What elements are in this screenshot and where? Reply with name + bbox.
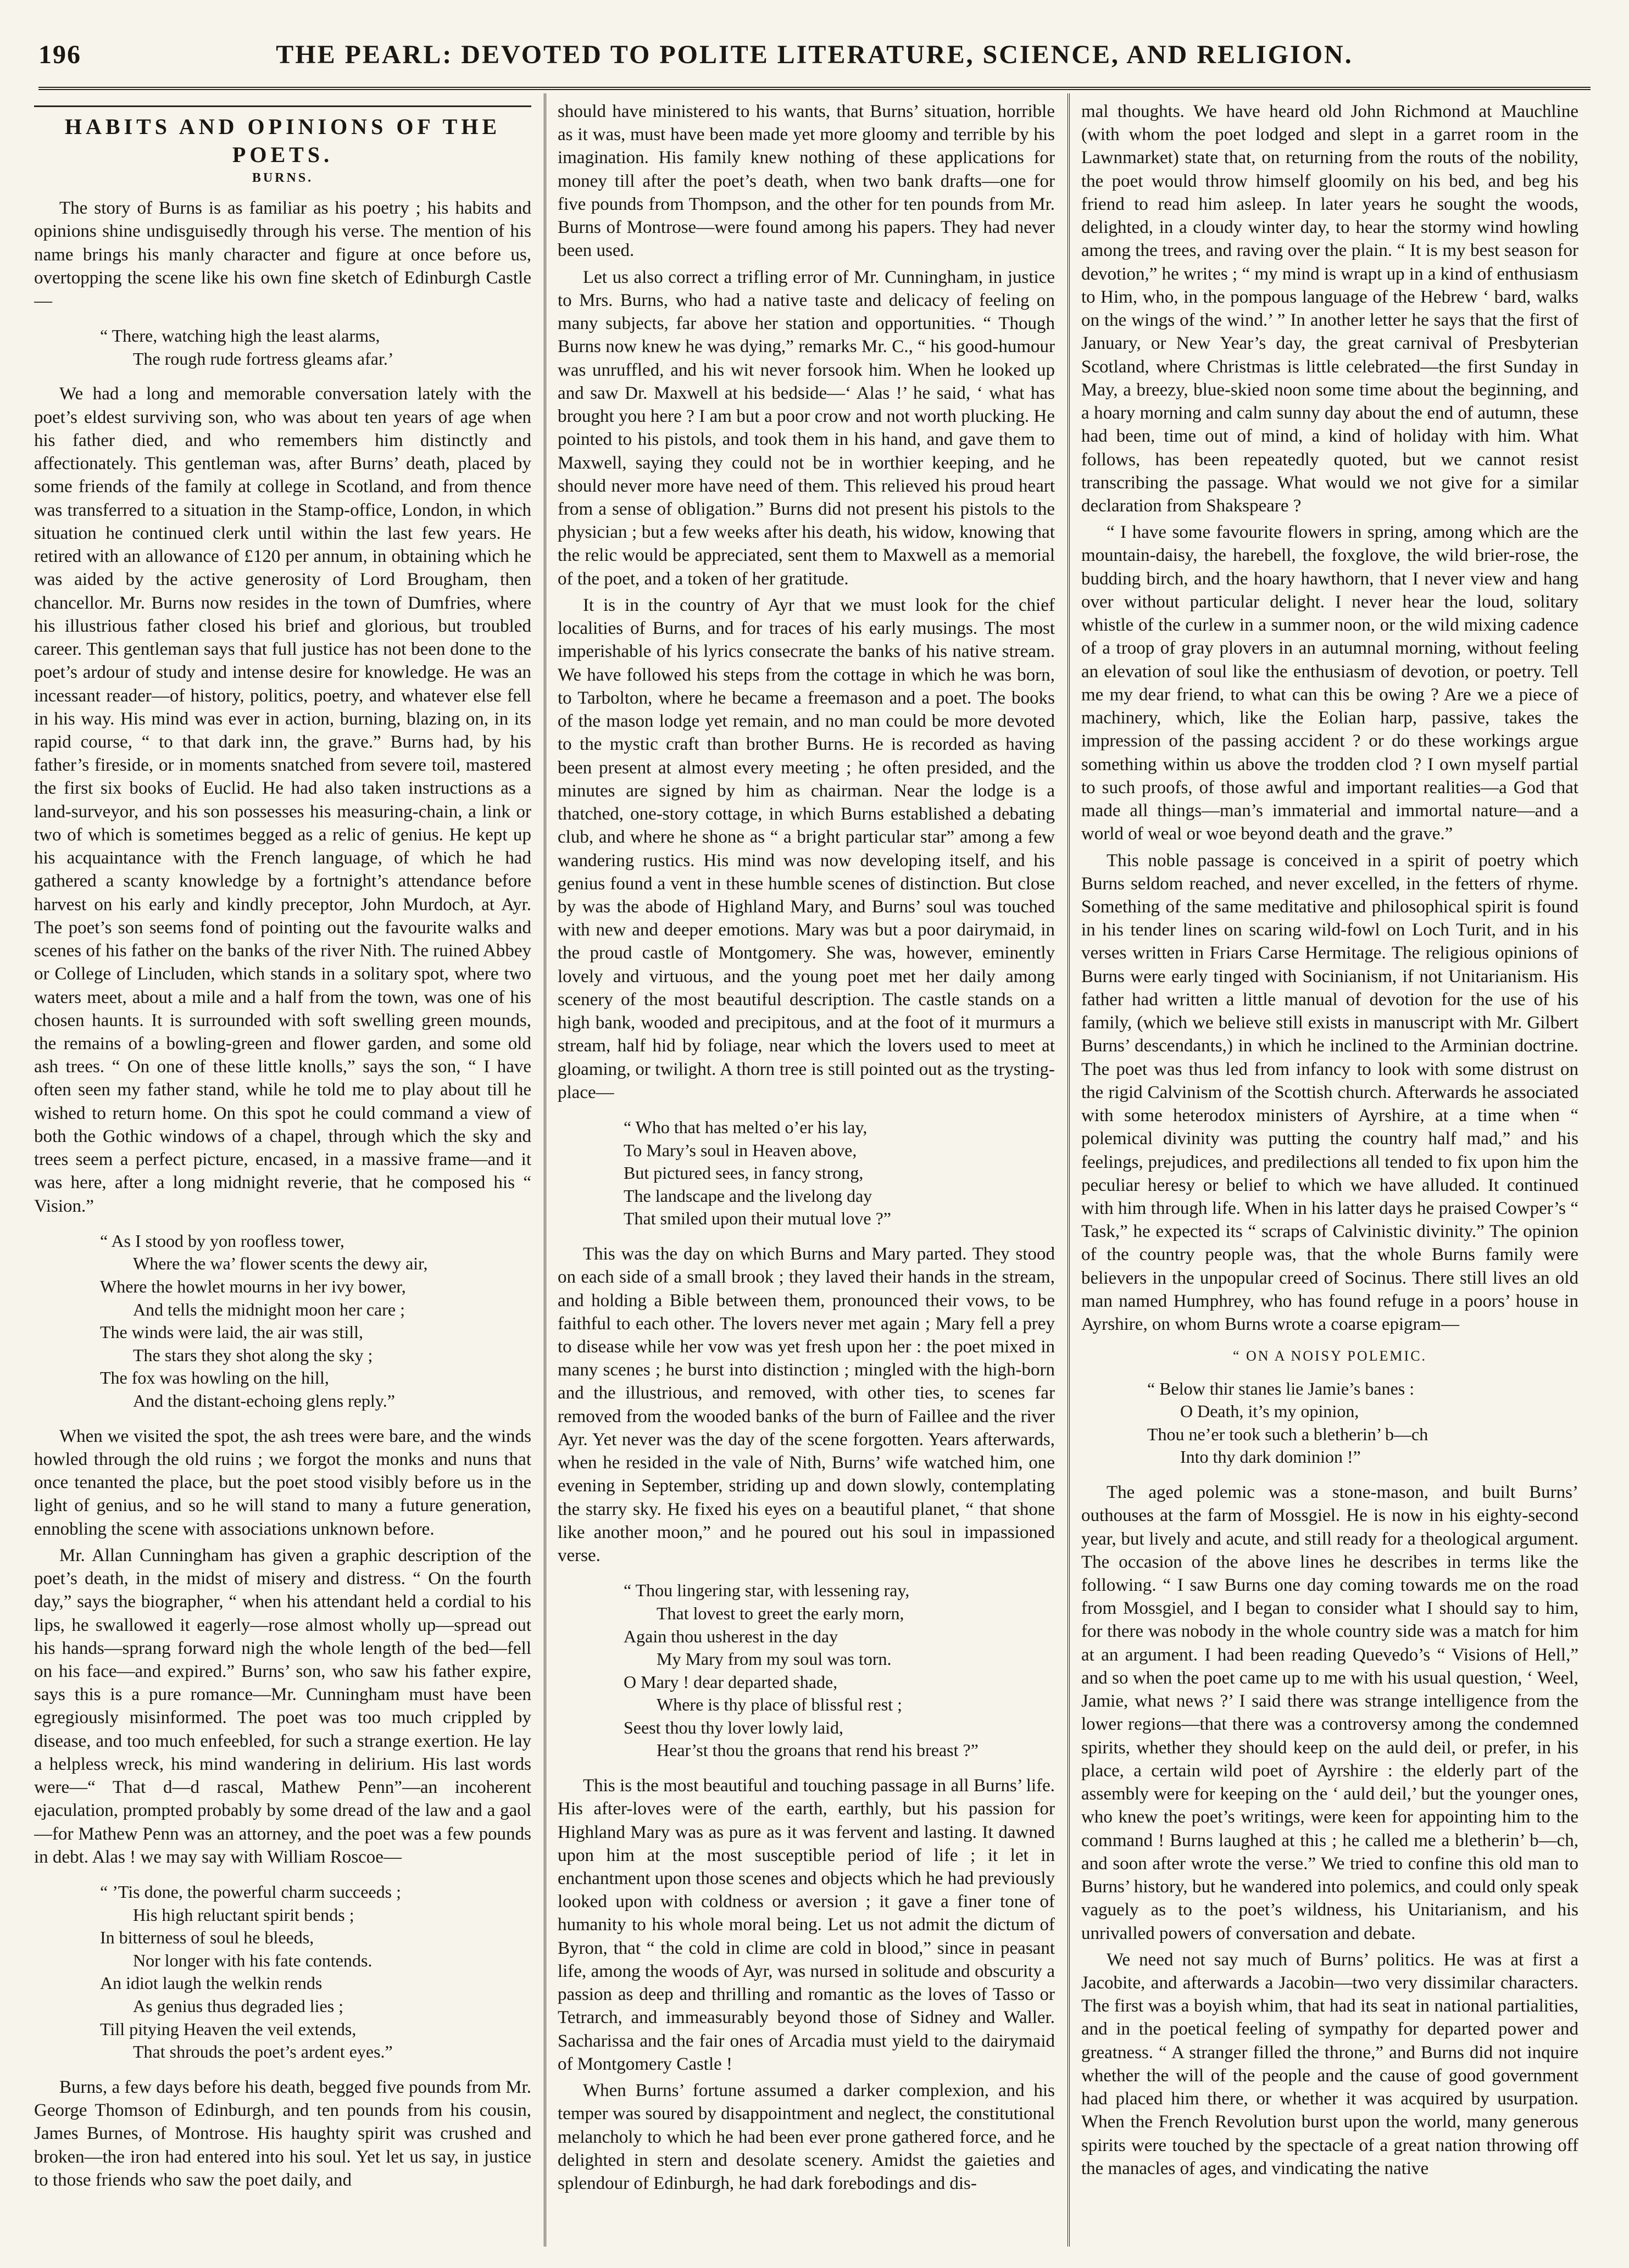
verse-line: “ As I stood by yon roofless tower, xyxy=(100,1230,344,1251)
verse-line: “ There, watching high the least alarms, xyxy=(100,326,380,346)
verse-line: And tells the midnight moon her care ; xyxy=(133,1299,405,1319)
paragraph: mal thoughts. We have heard old John Richmond at Mauchline (with whom the poet lodged and slept in a garret room in the Lawnmarket) state that, on returning from the routs of the nobility, the poet would throw himself gloomily on his bed, and beg his friend to read him asleep. In later years he sought the woods, delighted, in a cloudy winter day, to hear the stormy wind howling among the trees, and raving over the plain. “ It is my best season for devotion,” he writes ; “ my mind is wrapt up in a kind of enthusiasm to Him, who, in the pompous language of the Hebrew ‘ bard, walks on the wings of the wind.’ ” In another letter he says that the first of January, or New Year’s day, the great carnival of Presbyterian Scotland, where Christmas is little celebrated—the first Sunday in May, a breezy, blue-skied noon some time about the beginning, and a hoary morning and calm sunny day about the end of autumn, these had been, time out of mind, a kind of holiday with him. What follows, has been repeatedly quoted, but we cannot resist transcribing the passage. What would we not give for a similar declaration from Shakspeare ? xyxy=(1081,102,1578,516)
verse-line: That smiled upon their mutual love ?” xyxy=(624,1208,891,1229)
verse-line: Till pitying Heaven the veil extends, xyxy=(100,2019,357,2039)
article-title: HABITS AND OPINIONS OF THE POETS. xyxy=(34,105,531,169)
paragraph: This noble passage is conceived in a spirit of poetry which Burns seldom reached, and never excelled, in the fetters of rhyme. Something of the same meditative and philosophical spirit is found in his tender lines on scaring wild-fowl on Loch Turit, and in his verses written in Friars Carse Hermitage. The religious opinions of Burns were early tinged with Socinianism, if not Unitarianism. His father had written a little manual of devotion for the use of his family, (which we believe still exists in manuscript with Mr. Gilbert Burns’ descendants,) in which he inclined to the Arminian doctrine. The poet was thus led from infancy to look with some distrust on the rigid Calvinism of the Scottish church. Afterwards he associated with some heterodox ministers of Ayrshire, at a time when “ polemical divinity was putting the country half mad,” and his feelings, prejudices, and predilections all tended to fix upon him the peculiar heresy or belief to which we have alluded. It continued with him through life. When in his latter days he praised Cowper’s “ Task,” he expected its “ scraps of Calvinistic divinity.” The opinion of the country people was, that the whole Burns family were believers in the unpopular creed of Socinus. There still lives an old man named Humphrey, who has found refuge in a poors’ house in Ayrshire, on whom Burns wrote a coarse epigram— xyxy=(1081,850,1578,1335)
paragraph: This is the most beautiful and touching passage in all Burns’ life. His after-loves were of the earth, earthly, but his passion for Highland Mary was as pure as it was fervent and lasting. It dawned upon him at the most susceptible period of life ; it let in enchantment upon those scenes and objects which he had previously looked upon with coldness or aversion ; it gave a finer tone of humanity to his whole moral being. Let us not admit the dictum of Byron, that “ the cold in clime are cold in blood,” since in peasant life, among the woods of Ayr, was nursed in solitude and obscurity a passion as deep and thrilling and romantic as the loves of Tasso or Tetrarch, and immeasurably beyond those of Sidney and Waller. Sacharissa and the fair ones of Arcadia must yield to the dairymaid of Montgomery Castle ! xyxy=(558,1776,1055,2074)
verse-line: “ Below thir stanes lie Jamie’s banes : xyxy=(1147,1378,1415,1398)
verse-line: Seest thou thy lover lowly laid, xyxy=(624,1717,843,1737)
publication-title: THE PEARL: DEVOTED TO POLITE LITERATURE, SCIENCE, AND RELIGION. xyxy=(276,40,1353,69)
epigram-title: “ ON A NOISY POLEMIC. xyxy=(1232,1348,1427,1364)
column-rule-1 xyxy=(544,93,546,2247)
verse xyxy=(100,1881,531,2064)
verse-line: That shrouds the poet’s ardent eyes.” xyxy=(133,2042,393,2062)
paragraph: The aged polemic was a stone-mason, and built Burns’ outhouses at the farm of Mossgiel. He is now in his eighty-second year, but lively and acute, and still ready for a theological argument. The occasion of the above lines he describes in terms like the following. “ I saw Burns one day coming towards me on the road from Mossgiel, and I began to consider what I should say to him, for there was nobody in the whole country side was a match for him at an argument. I had been reading Quevedo’s “ Visions of Hell,” and so when the poet came up to me with his usual question, ‘ Weel, Jamie, what news ?’ I said there was strange intelligence from the lower regions—that there was a controversy among the condemned spirits, whether they should keep on the auld deil, or prefer, in his place, a certain wild poet of Ayrshire : the elderly part of the assembly were for keeping on the ‘ auld deil,’ but the younger ones, who knew the poet’s writings, were keen for appointing him to the command ! Burns laughed at this ; he called me a bletherin’ b—ch, and soon after wrote the verse.” We tried to confine this old man to Burns’ history, but he wandered into polemics, and could only speak vaguely as to the poet’s wildness, his Unitarianism, and his unrivalled powers of conversation and debate. xyxy=(1081,1483,1578,1943)
page-number: 196 xyxy=(38,40,81,69)
paragraph: Let us also correct a trifling error of Mr. Cunningham, in justice to Mrs. Burns, who had a native taste and delicacy of feeling on many subjects, far above her station and opportunities. “ Though Burns now knew he was dying,” remarks Mr. C., “ his good-humour was unruffled, and his wit never forsook him. When he looked up and saw Dr. Maxwell at his bedside—‘ Alas !’ he said, ‘ what has brought you here ? I am but a poor crow and not worth plucking. He pointed to his pistols, and took them in his hand, and gave them to Maxwell, saying they could not be in worthier keeping, and he should never more have need of them. This relieved his proud heart from a sense of obligation.” Burns did not present his pistols to the physician ; but a few weeks after his death, his widow, knowing that the relic would be appreciated, sent them to Maxwell as a memorial of the poet, and a token of her gratitude. xyxy=(558,267,1055,589)
verse xyxy=(100,325,531,370)
verse-line: The rough rude fortress gleams afar.’ xyxy=(133,348,394,369)
verse-line: And the distant-echoing glens reply.” xyxy=(133,1391,395,1411)
column-2 xyxy=(558,100,1055,2242)
verse-line: O Mary ! dear departed shade, xyxy=(624,1671,838,1692)
verse-line: An idiot laugh the welkin rends xyxy=(100,1973,323,1993)
verse-line: Thou ne’er took such a bletherin’ b—ch xyxy=(1147,1424,1428,1444)
verse xyxy=(624,1116,1055,1230)
verse xyxy=(100,1230,531,1413)
verse-line: “ Who that has melted o’er his lay, xyxy=(624,1117,868,1138)
paragraph: When we visited the spot, the ash trees were bare, and the winds howled through the old ruins ; we forgot the monks and nuns that once tenanted the place, but the poet stood visibly before us in the light of genius, and so he will stand to many a future generation, ennobling the scene with associations unknown before. xyxy=(34,1426,531,1539)
verse-line: Where is thy place of blissful rest ; xyxy=(657,1695,902,1715)
paragraph: Burns, a few days before his death, begged five pounds from Mr. George Thomson of Edinburgh, and ten pounds from his cousin, James Burnes, of Montrose. His haughty spirit was crushed and broken—the iron had entered into his soul. Yet let us say, in justice to those friends who saw the poet daily, and xyxy=(34,2077,531,2190)
verse-line: Into thy dark dominion !” xyxy=(1180,1447,1361,1467)
paragraph: We need not say much of Burns’ politics. He was at first a Jacobite, and afterwards a Jacobin—two very dissimilar characters. The first was a boyish whim, that had its seat in national partialities, and in the poetical feeling of sympathy for departed power and greatness. “ A stranger filled the throne,” and Burns did not inquire whether the will of the people and the cause of good government had placed him there, or whether it was acquired by usurpation. When the French Revolution burst upon the world, many generous spirits were touched by the spectacle of a great nation throwing off the manacles of ages, and vindicating the native xyxy=(1081,1949,1578,2178)
verse-line: Where the howlet mourns in her ivy bower, xyxy=(100,1277,406,1297)
article-subtitle: BURNS. xyxy=(252,171,314,186)
verse-line: Nor longer with his fate contends. xyxy=(133,1950,372,1970)
paragraph: The story of Burns is as familiar as his poetry ; his habits and opinions shine undisguisedly through his verse. The mention of his name brings his manly character and figure at once before us, overtopping the scene like his own fine sketch of Edinburgh Castle— xyxy=(34,198,531,311)
paragraph: We had a long and memorable conversation lately with the poet’s eldest surviving son, who was about ten years of age when his father died, and who remembers him distinctly and affectionately. This gentleman was, after Burns’ death, placed by some friends of the family at college in Scotland, and from thence was transferred to a situation in the Stamp-office, London, in which situation he continued clerk until within the last few years. He retired with an allowance of £120 per annum, in obtaining which he was aided by the active generosity of Lord Brougham, then chancellor. Mr. Burns now resides in the town of Dumfries, where his illustrious father closed his brief and glorious, but troubled career. This gentleman says that full justice has not been done to the poet’s ardour of study and intense desire for knowledge. He was an incessant reader—of history, politics, poetry, and whatever else fell in his way. His mind was ever in action, burning, blazing on, in its rapid course, “ to that dark inn, the grave.” Burns had, by his father’s fireside, or in moments snatched from severe toil, mastered the first six books of Euclid. He had also taken instructions as a land-surveyor, and his son possesses his measuring-chain, a link or two of which is sometimes begged as a relic of genius. He kept up his acquaintance with the French language, of which he had gathered a scanty knowledge by a fortnight’s attendance before harvest on his early and kindly preceptor, John Murdoch, at Ayr. The poet’s son seems fond of pointing out the favourite walks and scenes of his father on the banks of the river Nith. The ruined Abbey or College of Lincluden, which stands in a solitary spot, where two waters meet, about a mile and a half from the town, was one of his chosen haunts. It is surrounded with soft swelling green mounds, the remains of a bowling-green and flower garden, and some old ash trees. “ On one of these little knolls,” says the son, “ I have often seen my father stand, while he told me to play about till he wished to return home. On this spot he could command a view of both the Gothic windows of a chapel, through which the sky and trees seem a perfect picture, encased, in a massive frame—and it was here, after a long midnight reverie, that he composed his “ Vision.” xyxy=(34,384,531,1216)
verse-line: The fox was howling on the hill, xyxy=(100,1368,329,1388)
verse-line: The winds were laid, the air was still, xyxy=(100,1322,363,1342)
verse-line: But pictured sees, in fancy strong, xyxy=(624,1163,864,1183)
verse-line: That lovest to greet the early morn, xyxy=(657,1603,904,1623)
verse-line: His high reluctant spirit bends ; xyxy=(133,1904,354,1925)
paragraph: “ I have some favourite flowers in spring, among which are the mountain-daisy, the harebell, the foxglove, the wild brier-rose, the budding birch, and the hoary hawthorn, that I never view and hang over without particular delight. I never hear the loud, solitary whistle of the curlew in a summer noon, or the wild mixing cadence of a troop of gray plovers in an autumnal morning, without feeling an elevation of soul like the enthusiasm of devotion, or poetry. Tell me my dear friend, to what can this be owing ? Are we a piece of machinery, which, like the Eolian harp, passive, takes the impression of the passing accident ? or do these workings argue something within us above the trodden clod ? I own myself partial to such proofs, of those awful and important realities—a God that made all things—man’s immaterial and immortal nature—and a world of weal or woe beyond death and the grave.” xyxy=(1081,522,1578,844)
verse-line: Hear’st thou the groans that rend his breast ?” xyxy=(657,1740,978,1760)
verse-line: Where the wa’ flower scents the dewy air, xyxy=(133,1253,428,1274)
verse-line: My Mary from my soul was torn. xyxy=(657,1649,892,1669)
paragraph: Mr. Allan Cunningham has given a graphic description of the poet’s death, in the midst of misery and distress. “ On the fourth day,” says the biographer, “ when his attendant held a cordial to his lips, he swallowed it eagerly—rose almost wholly up—spread out his hands—sprang forward nigh the whole length of the bed—fell on his face—and expired.” Burns’ son, who saw his father expire, says this is a pure romance—Mr. Cunningham must have been egregiously misinformed. The poet was too much crippled by disease, and too much enfeebled, for such a strange exertion. He lay a helpless wreck, his mind wandering in delirium. His last words were—“ That d—d rascal, Mathew Penn”—an incoherent ejaculation, prompted probably by some dread of the law and a gaol—for Mathew Penn was an attorney, and the poet was a few pounds in debt. Alas ! we may say with William Roscoe— xyxy=(34,1545,531,1867)
verse-line: Again thou usherest in the day xyxy=(624,1626,838,1646)
column-rule-2 xyxy=(1068,93,1070,2247)
verse-line: To Mary’s soul in Heaven above, xyxy=(624,1140,857,1160)
paragraph: When Burns’ fortune assumed a darker complexion, and his temper was soured by disappointment and neglect, the constitutional melancholy to which he had been ever prone gathered force, and he delighted in stern and desolate scenery. Amidst the gaieties and splendour of Edinburgh, he had dark forebodings and dis- xyxy=(558,2081,1055,2194)
column-1 xyxy=(34,100,531,2242)
page-header xyxy=(38,40,1591,82)
verse xyxy=(1147,1378,1578,1469)
verse-line: O Death, it’s my opinion, xyxy=(1180,1401,1359,1422)
verse-line: As genius thus degraded lies ; xyxy=(133,1996,344,2016)
header-rule xyxy=(38,87,1591,90)
paragraph: should have ministered to his wants, that Burns’ situation, horrible as it was, must have been made yet more gloomy and terrible by his imagination. His family knew nothing of these applications for money till after the poet’s death, when two bank drafts—one for five pounds from Thompson, and the other for ten pounds from Mr. Burns of Montrose—were found among his papers. They had never been used. xyxy=(558,102,1055,261)
verse xyxy=(624,1579,1055,1762)
verse-line: The landscape and the livelong day xyxy=(624,1185,872,1206)
paragraph: This was the day on which Burns and Mary parted. They stood on each side of a small brook ; they laved their hands in the stream, and holding a Bible between them, pronounced their vows, to be faithful to each other. The lovers never met again ; Mary fell a prey to disease while her vow was yet fresh upon her : the poet mixed in many scenes ; he burst into distinction ; mingled with the high-born and the illustrious, and removed, with other ties, to scenes far removed from the wooded banks of the burn of Faillee and the river Ayr. Yet never was the day of the scene forgotten. Years afterwards, when he resided in the vale of Nith, Burns’ wife watched him, one evening in September, striding up and down slowly, contemplating the starry sky. He fixed his eyes on a beautiful planet, “ that shone like another moon,” and he poured out his soul in impassioned verse. xyxy=(558,1244,1055,1566)
verse-line: “ Thou lingering star, with lessening ray, xyxy=(624,1580,910,1601)
paragraph: It is in the country of Ayr that we must look for the chief localities of Burns, and for traces of his early musings. The most imperishable of his lyrics consecrate the banks of his native stream. We have followed his steps from the cottage in which he was born, to Tarbolton, where he became a freemason and a poet. The books of the mason lodge yet remain, and no man could be more devoted to the mystic craft than brother Burns. He is recorded as having been present at almost every meeting ; he often presided, and the minutes are signed by him as chairman. Near the lodge is a thatched, one-story cottage, in which Burns established a debating club, and where he shone as “ a bright particular star” among a few wandering rustics. His mind was now developing itself, and his genius found a vent in these humble scenes of distinction. But close by was the abode of Highland Mary, and Burns’ soul was touched with new and deeper emotions. Mary was but a poor dairymaid, in the proud castle of Montgomery. She was, however, eminently lovely and virtuous, and the young poet met her daily among scenery of the most beautiful description. The castle stands on a high bank, wooded and precipitous, and at the foot of it murmurs a stream, half hid by foliage, near which the lovers used to meet at gloaming, or twilight. A thorn tree is still pointed out as the trysting-place— xyxy=(558,595,1055,1102)
column-3 xyxy=(1081,100,1578,2242)
verse-line: The stars they shot along the sky ; xyxy=(133,1345,373,1365)
verse-line: In bitterness of soul he bleeds, xyxy=(100,1927,314,1948)
verse-line: “ ’Tis done, the powerful charm succeeds ; xyxy=(100,1882,401,1902)
